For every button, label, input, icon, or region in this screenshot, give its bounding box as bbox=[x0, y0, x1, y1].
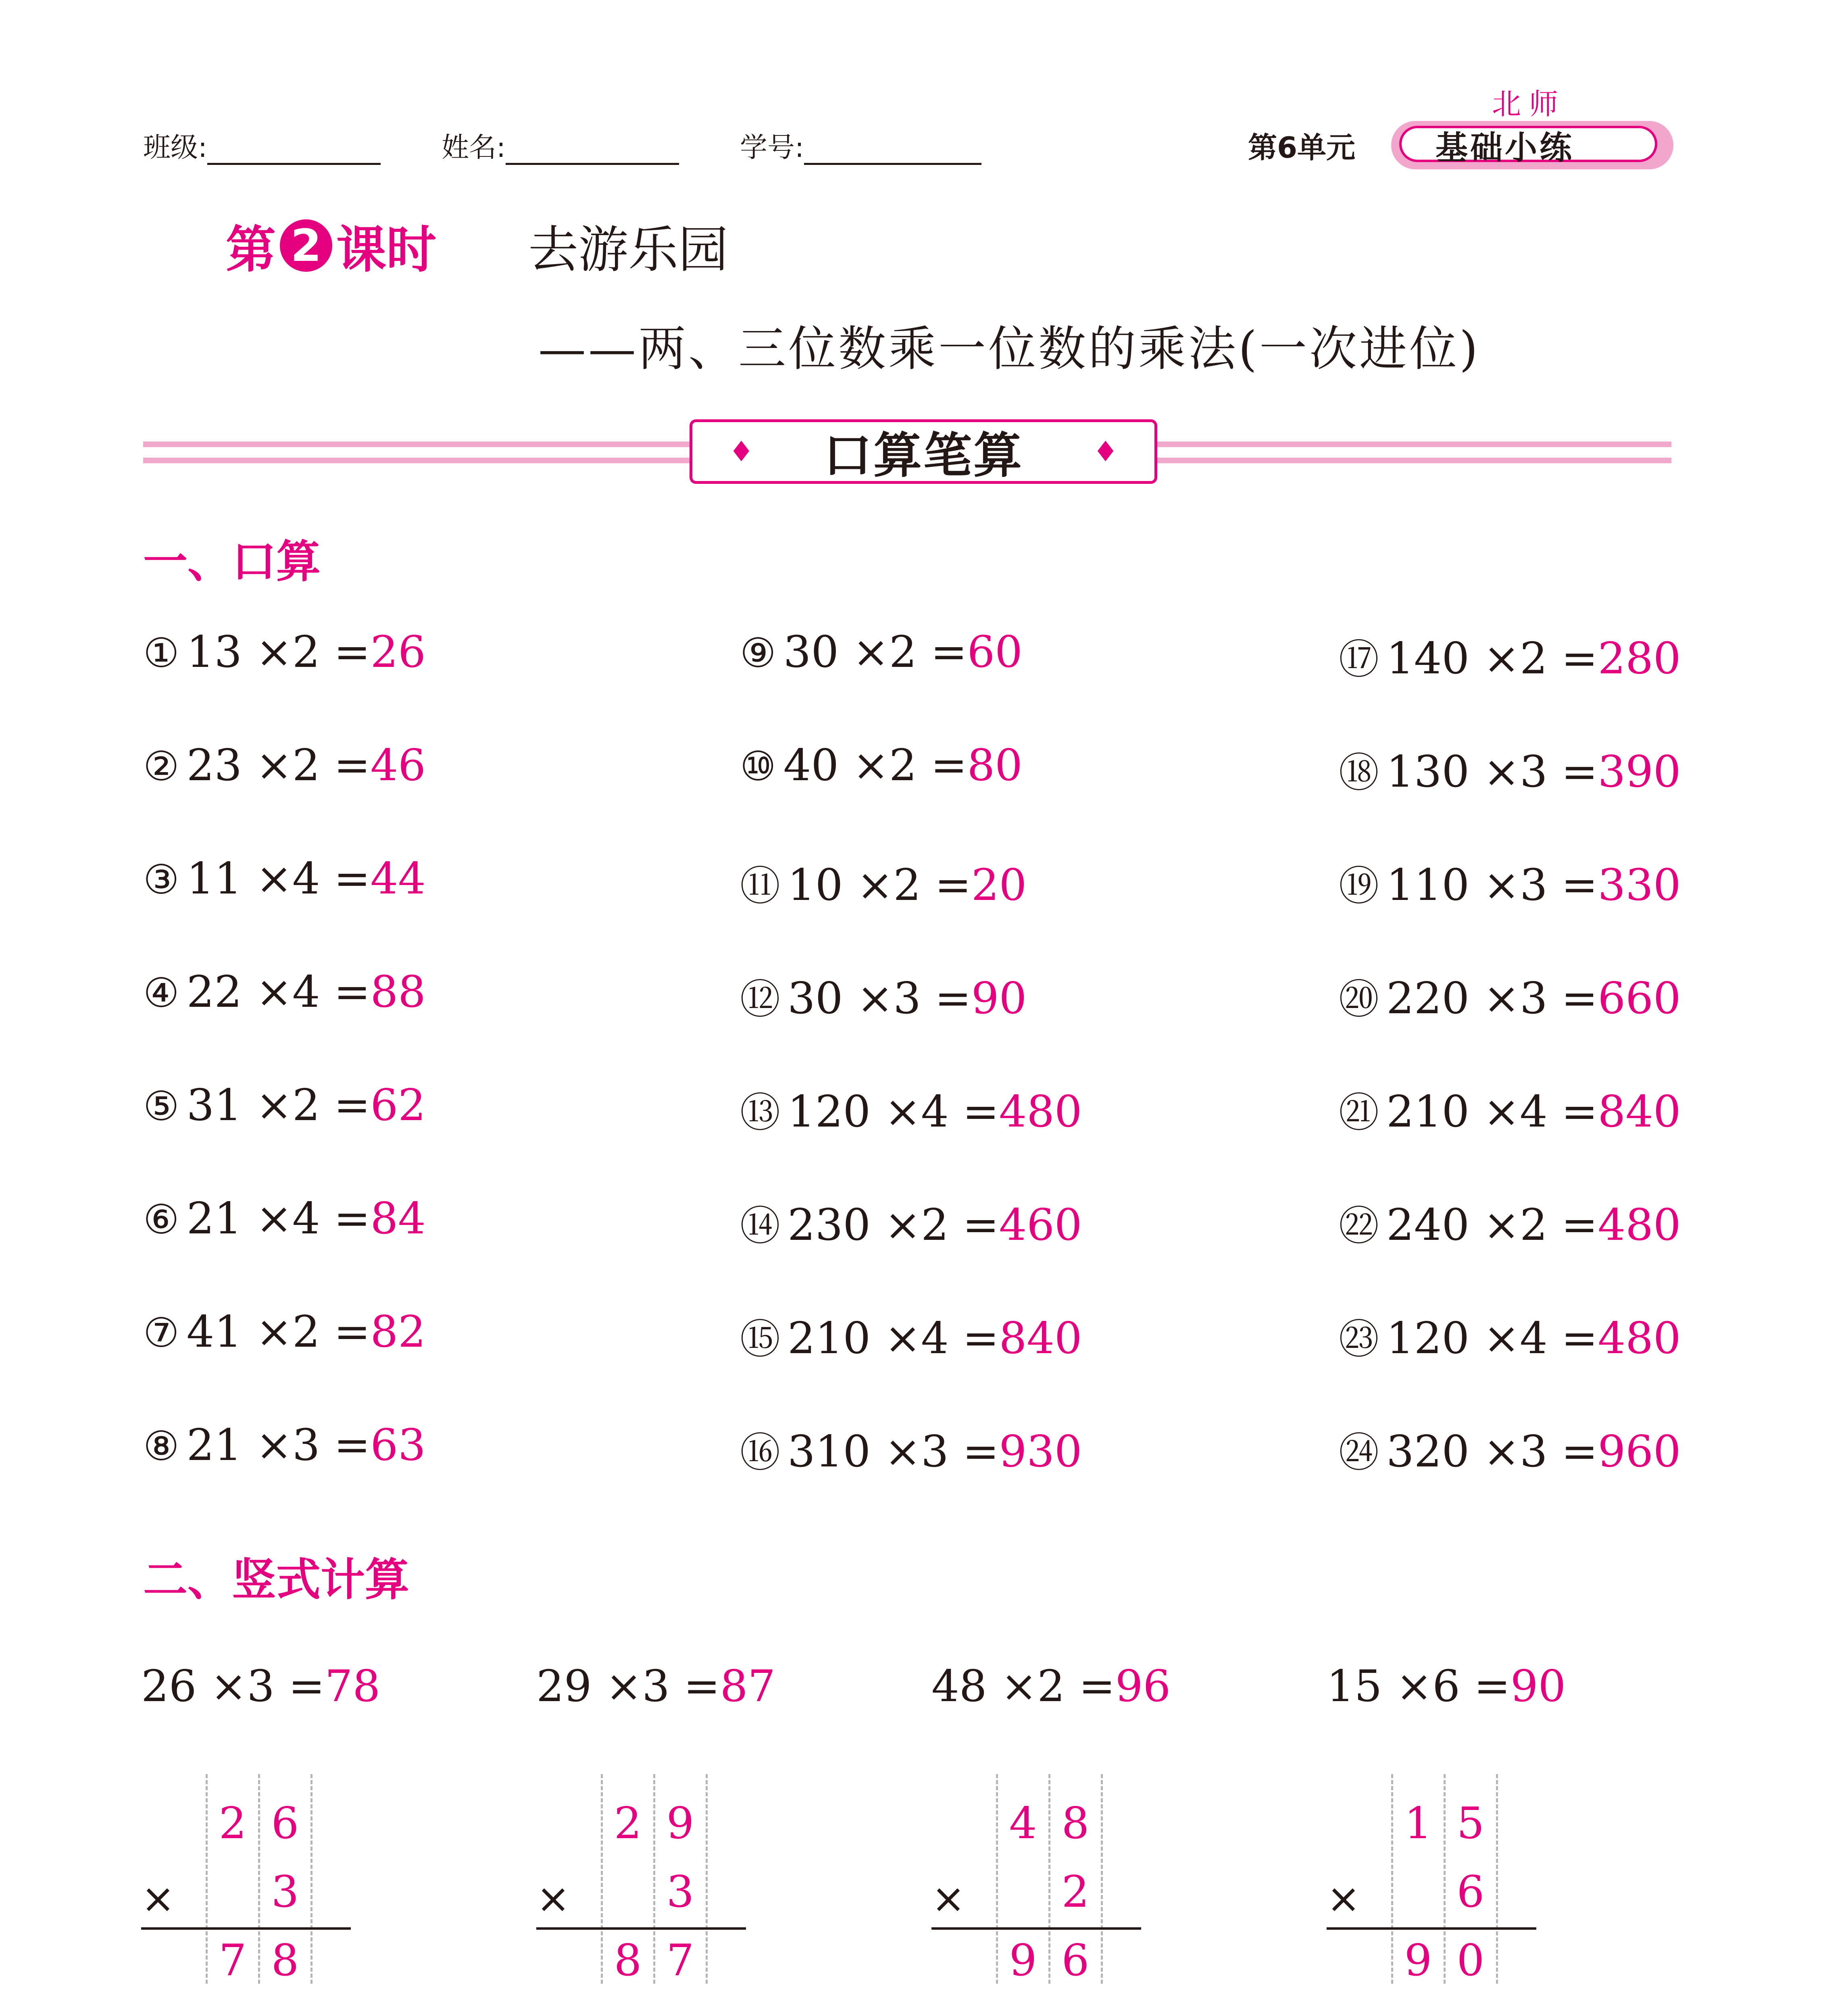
problem-number: ㉒ bbox=[1339, 1202, 1379, 1250]
equation-answer[interactable]: 78 bbox=[325, 1661, 381, 1712]
calc-digit[interactable]: 3 bbox=[271, 1867, 299, 1917]
oral-problem bbox=[740, 1420, 1082, 1478]
problem-answer[interactable]: 480 bbox=[1598, 1313, 1681, 1364]
lesson-tag bbox=[226, 210, 436, 281]
oral-problem bbox=[143, 740, 426, 791]
vertical-equation bbox=[536, 1661, 775, 1712]
problem-expression: 10 ×2 = bbox=[788, 860, 971, 910]
vertical-calc bbox=[1327, 1774, 1536, 2000]
equation-answer[interactable]: 90 bbox=[1510, 1661, 1566, 1712]
problem-answer[interactable]: 62 bbox=[370, 1080, 426, 1131]
oral-problem bbox=[1339, 1080, 1681, 1138]
oral-problem bbox=[740, 854, 1027, 912]
class-field bbox=[143, 126, 381, 165]
oral-problem bbox=[740, 1307, 1082, 1365]
equation-answer[interactable]: 96 bbox=[1115, 1661, 1171, 1712]
class-blank[interactable] bbox=[207, 139, 381, 165]
problem-number: ⑨ bbox=[740, 629, 776, 677]
problem-expression: 230 ×2 = bbox=[788, 1200, 999, 1250]
calc-digit[interactable]: 3 bbox=[666, 1867, 694, 1917]
series-name: 基础小练 bbox=[1436, 129, 1574, 167]
calc-digit[interactable]: 6 bbox=[1456, 1867, 1485, 1917]
problem-number: ② bbox=[143, 743, 179, 790]
vertical-calc bbox=[141, 1774, 351, 2000]
problem-answer[interactable]: 88 bbox=[370, 967, 426, 1017]
problem-answer[interactable]: 63 bbox=[370, 1420, 426, 1470]
problem-number: ⑥ bbox=[143, 1196, 179, 1243]
problem-answer[interactable]: 90 bbox=[971, 973, 1027, 1024]
problem-expression: 23 ×2 = bbox=[186, 740, 371, 791]
problem-expression: 110 ×3 = bbox=[1386, 860, 1598, 910]
lesson-tag-post: 课时 bbox=[336, 221, 437, 279]
id-field bbox=[740, 126, 981, 165]
section-band-title: 口算笔算 bbox=[823, 428, 1023, 484]
times-icon: × bbox=[931, 1875, 965, 1922]
sum-line bbox=[1327, 1927, 1536, 1930]
problem-number: ③ bbox=[143, 856, 179, 903]
problem-number: ⑳ bbox=[1339, 976, 1379, 1023]
problem-number: ① bbox=[143, 629, 179, 677]
problem-number: ⑮ bbox=[740, 1316, 780, 1363]
problem-answer[interactable]: 46 bbox=[370, 740, 426, 791]
calc-digit[interactable]: 5 bbox=[1456, 1798, 1485, 1849]
oral-problem bbox=[143, 854, 426, 904]
equation-answer[interactable]: 87 bbox=[720, 1661, 776, 1712]
problem-answer[interactable]: 460 bbox=[999, 1200, 1082, 1250]
calc-digit[interactable]: 6 bbox=[271, 1798, 299, 1849]
problem-answer[interactable]: 840 bbox=[999, 1313, 1082, 1364]
oral-problem bbox=[740, 1080, 1082, 1138]
calc-digit[interactable]: 9 bbox=[1009, 1935, 1037, 1986]
series-top: 北师 bbox=[1492, 87, 1567, 121]
calc-digit[interactable]: 6 bbox=[1061, 1935, 1090, 1986]
problem-answer[interactable]: 660 bbox=[1598, 973, 1681, 1024]
problem-number: ⑯ bbox=[740, 1429, 780, 1476]
calc-digit[interactable]: 8 bbox=[614, 1935, 642, 1986]
problem-expression: 13 ×2 = bbox=[186, 627, 371, 677]
sum-line bbox=[931, 1927, 1141, 1930]
diamond-icon: ♦ bbox=[729, 435, 754, 468]
problem-expression: 320 ×3 = bbox=[1386, 1427, 1598, 1477]
problem-number: ⑩ bbox=[740, 743, 776, 790]
equation-expression: 29 ×3 = bbox=[536, 1661, 720, 1712]
problem-expression: 21 ×4 = bbox=[186, 1193, 371, 1244]
oral-problem bbox=[740, 627, 1023, 677]
problem-number: ⑬ bbox=[740, 1089, 780, 1136]
problem-expression: 31 ×2 = bbox=[186, 1080, 371, 1131]
problem-expression: 130 ×3 = bbox=[1386, 747, 1598, 797]
times-icon: × bbox=[536, 1875, 570, 1922]
problem-number: ⑰ bbox=[1339, 636, 1379, 683]
id-label: 学号: bbox=[740, 132, 804, 164]
problem-answer[interactable]: 280 bbox=[1598, 633, 1681, 684]
oral-problem bbox=[143, 1307, 426, 1357]
times-icon: × bbox=[1327, 1875, 1361, 1922]
problem-expression: 21 ×3 = bbox=[186, 1420, 371, 1470]
name-label: 姓名: bbox=[442, 132, 506, 164]
times-icon: × bbox=[141, 1875, 175, 1922]
oral-problem bbox=[1339, 967, 1681, 1025]
calc-digit[interactable]: 7 bbox=[666, 1935, 694, 1986]
calc-digit[interactable]: 2 bbox=[614, 1798, 642, 1849]
oral-problem bbox=[1339, 854, 1681, 912]
oral-problem bbox=[740, 1193, 1082, 1252]
id-blank[interactable] bbox=[804, 139, 981, 165]
problem-answer[interactable]: 390 bbox=[1598, 747, 1681, 797]
problem-answer[interactable]: 44 bbox=[370, 854, 426, 904]
problem-number: ④ bbox=[143, 969, 179, 1016]
lesson-title: 去游乐园 bbox=[528, 221, 729, 279]
diamond-icon: ♦ bbox=[1093, 435, 1118, 468]
vertical-equation bbox=[1327, 1661, 1566, 1712]
problem-expression: 40 ×2 = bbox=[783, 740, 967, 791]
calc-digit[interactable]: 2 bbox=[219, 1798, 247, 1849]
problem-answer[interactable]: 80 bbox=[967, 740, 1023, 791]
problem-answer[interactable]: 84 bbox=[370, 1193, 426, 1244]
part1-title: 一、口算 bbox=[143, 536, 321, 587]
problem-number: ㉓ bbox=[1339, 1316, 1379, 1363]
problem-number: ⑪ bbox=[740, 862, 780, 910]
calc-digit[interactable]: 4 bbox=[1009, 1798, 1037, 1849]
problem-answer[interactable]: 82 bbox=[370, 1307, 426, 1357]
problem-answer[interactable]: 930 bbox=[999, 1427, 1082, 1477]
calc-digit[interactable]: 8 bbox=[271, 1935, 299, 1986]
problem-expression: 220 ×3 = bbox=[1386, 973, 1598, 1024]
problem-answer[interactable]: 960 bbox=[1598, 1427, 1681, 1477]
problem-answer[interactable]: 60 bbox=[967, 627, 1023, 677]
oral-problem bbox=[143, 627, 426, 677]
sum-line bbox=[141, 1927, 351, 1930]
section-band bbox=[690, 419, 1157, 484]
problem-number: ⑱ bbox=[1339, 749, 1379, 796]
oral-problem bbox=[1339, 1193, 1681, 1252]
vertical-equation bbox=[931, 1661, 1171, 1712]
sum-line bbox=[536, 1927, 746, 1930]
lesson-number: 2 bbox=[280, 219, 332, 272]
unit-label: 第6单元 bbox=[1248, 131, 1356, 165]
vertical-equation bbox=[141, 1661, 380, 1712]
oral-problem bbox=[1339, 627, 1681, 685]
problem-expression: 30 ×3 = bbox=[788, 973, 971, 1024]
problem-answer[interactable]: 20 bbox=[971, 860, 1027, 910]
calc-digit[interactable]: 7 bbox=[219, 1935, 247, 1986]
vertical-calc bbox=[931, 1774, 1141, 2000]
equation-expression: 15 ×6 = bbox=[1327, 1661, 1511, 1712]
part2-title: 二、竖式计算 bbox=[143, 1554, 409, 1606]
problem-number: ㉔ bbox=[1339, 1429, 1379, 1476]
problem-expression: 210 ×4 = bbox=[1386, 1087, 1598, 1137]
calc-digit[interactable]: 2 bbox=[1061, 1867, 1090, 1917]
oral-problem bbox=[143, 1080, 426, 1131]
problem-number: ㉑ bbox=[1339, 1089, 1379, 1136]
problem-expression: 140 ×2 = bbox=[1386, 633, 1598, 684]
oral-problem bbox=[143, 1420, 426, 1470]
lesson-subtitle: ——两、三位数乘一位数的乘法(一次进位) bbox=[538, 321, 1481, 377]
problem-number: ⑭ bbox=[740, 1202, 780, 1250]
problem-answer[interactable]: 480 bbox=[1598, 1200, 1681, 1250]
problem-expression: 210 ×4 = bbox=[788, 1313, 999, 1364]
equation-expression: 26 ×3 = bbox=[141, 1661, 325, 1712]
problem-expression: 11 ×4 = bbox=[186, 854, 371, 904]
oral-problem bbox=[143, 1193, 426, 1244]
oral-problem bbox=[143, 967, 426, 1017]
problem-number: ⑲ bbox=[1339, 862, 1379, 910]
problem-expression: 30 ×2 = bbox=[783, 627, 967, 677]
class-label: 班级: bbox=[143, 132, 207, 164]
problem-answer[interactable]: 840 bbox=[1598, 1087, 1681, 1137]
name-blank[interactable] bbox=[506, 139, 679, 165]
calc-digit[interactable]: 0 bbox=[1456, 1935, 1485, 1986]
oral-problem bbox=[1339, 1307, 1681, 1365]
vertical-calc bbox=[536, 1774, 746, 2000]
problem-answer[interactable]: 26 bbox=[370, 627, 426, 677]
problem-answer[interactable]: 480 bbox=[999, 1087, 1082, 1137]
oral-problem bbox=[1339, 740, 1681, 798]
problem-answer[interactable]: 330 bbox=[1598, 860, 1681, 910]
name-field bbox=[442, 126, 679, 165]
problem-expression: 120 ×4 = bbox=[1386, 1313, 1598, 1364]
problem-expression: 120 ×4 = bbox=[788, 1087, 999, 1137]
calc-digit[interactable]: 9 bbox=[1404, 1935, 1432, 1986]
oral-problem bbox=[1339, 1420, 1681, 1478]
problem-expression: 41 ×2 = bbox=[186, 1307, 371, 1357]
problem-expression: 310 ×3 = bbox=[788, 1427, 999, 1477]
calc-digit[interactable]: 1 bbox=[1404, 1798, 1432, 1849]
problem-expression: 240 ×2 = bbox=[1386, 1200, 1598, 1250]
oral-problem bbox=[740, 740, 1023, 791]
problem-expression: 22 ×4 = bbox=[186, 967, 371, 1017]
calc-digit[interactable]: 8 bbox=[1061, 1798, 1090, 1849]
problem-number: ⑫ bbox=[740, 976, 780, 1023]
problem-number: ⑤ bbox=[143, 1083, 179, 1130]
equation-expression: 48 ×2 = bbox=[931, 1661, 1115, 1712]
calc-digit[interactable]: 9 bbox=[666, 1798, 694, 1849]
problem-number: ⑦ bbox=[143, 1309, 179, 1356]
problem-number: ⑧ bbox=[143, 1422, 179, 1470]
oral-problem bbox=[740, 967, 1027, 1025]
lesson-tag-pre: 第 bbox=[226, 221, 276, 279]
